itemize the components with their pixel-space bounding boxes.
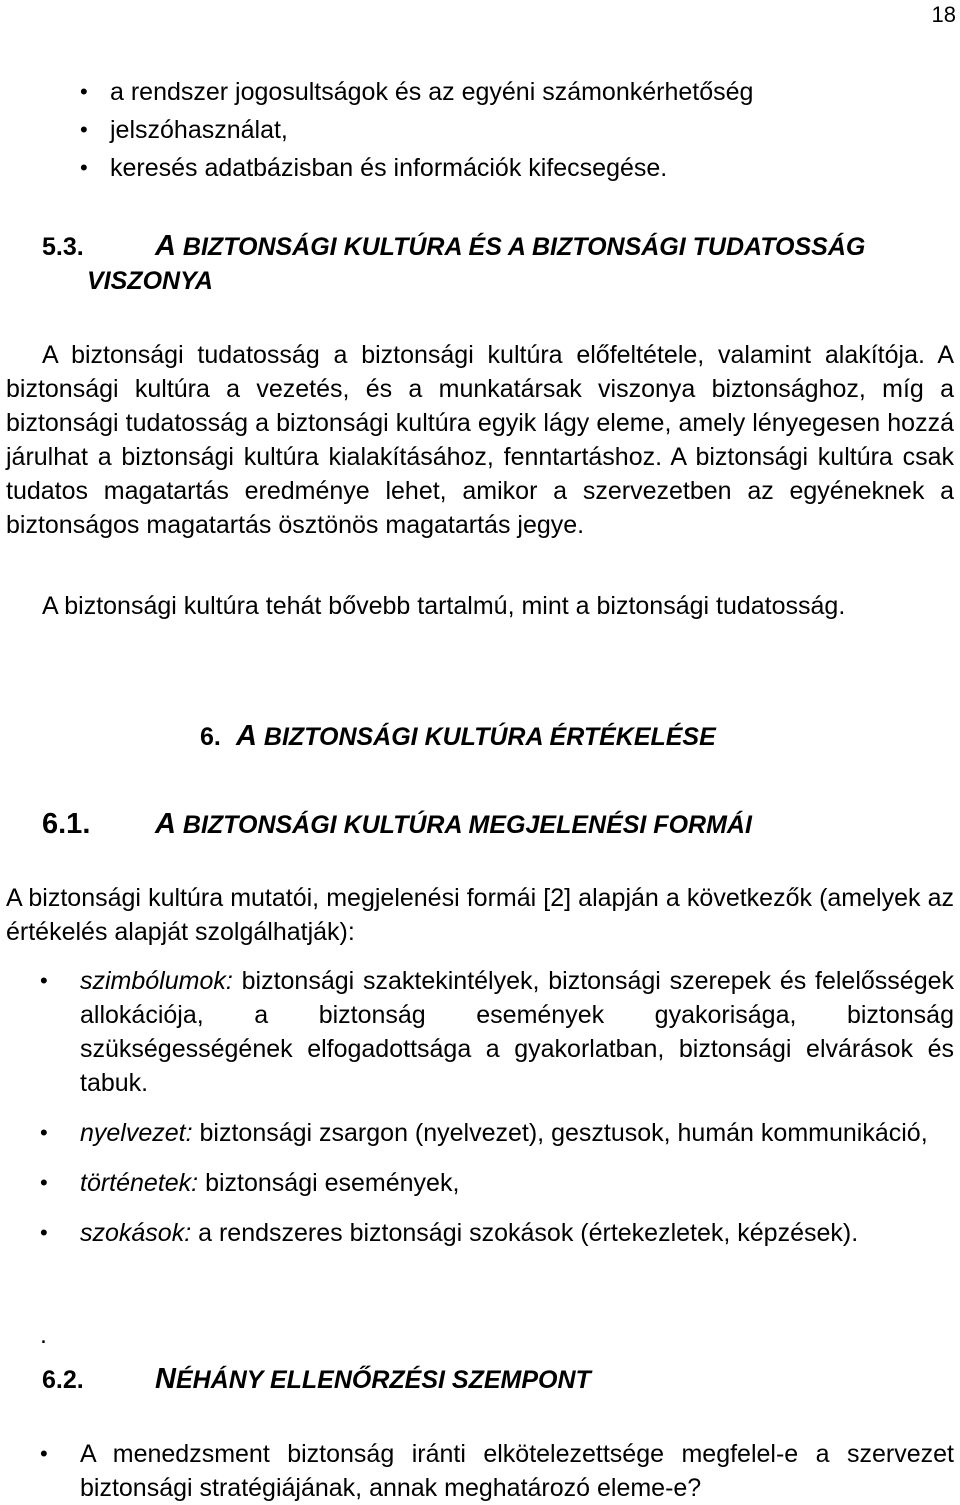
list-item-term: történetek: <box>80 1169 199 1197</box>
section-heading-5-3 <box>42 229 960 298</box>
section-title-line2: VISZONYA <box>87 267 213 295</box>
section-heading-6-2 <box>42 1362 960 1397</box>
section-title-lead: A <box>236 720 257 752</box>
list-item-text: A menedzsment biztonság iránti elkötelezettsége megfelel-e a szervezet biztonsági stratégiájának, annak meghatározó eleme-e? <box>80 1440 954 1502</box>
section-number: 5.3. <box>42 233 84 261</box>
section-title-lead: A <box>155 808 176 840</box>
page-number: 18 <box>931 2 956 27</box>
bullet-icon: • <box>40 1120 48 1145</box>
bullet-icon: • <box>80 79 88 104</box>
list-item <box>0 1166 960 1200</box>
list-item-term: szokások: <box>80 1219 192 1247</box>
list-item <box>0 149 960 187</box>
list-item-text: keresés adatbázisban és információk kifecsegése. <box>110 154 668 182</box>
list-item-term: szimbólumok: <box>80 967 233 995</box>
list-item <box>0 1437 960 1505</box>
list-item-text: jelszóhasználat, <box>110 116 288 144</box>
bullet-icon: • <box>40 968 48 993</box>
paragraph-text: A biztonsági kultúra mutatói, megjelenési formái [2] alapján a következők (amelyek az értékelés alapját szolgálhatják): <box>6 884 954 946</box>
list-item-text: biztonsági zsargon (nyelvezet), gesztusok, humán kommunikáció, <box>192 1119 928 1147</box>
list-item-text: biztonsági szaktekintélyek, biztonsági szerepek és felelősségek allokációja, a biztonság események gyakorisága, biztonság szükségességének elfogadottsága a gyakorlatban, biztonsági elvárások és tabuk. <box>80 967 954 1097</box>
list-item <box>0 111 960 149</box>
list-item-text: a rendszer jogosultságok és az egyéni számonkérhetőség <box>110 78 754 106</box>
list-item-text: biztonsági események, <box>198 1169 460 1197</box>
bullet-icon: • <box>80 117 88 142</box>
bullet-icon: • <box>40 1441 48 1466</box>
section-heading-6 <box>200 719 960 754</box>
section-number: 6. <box>200 723 221 751</box>
section-title: BIZTONSÁGI KULTÚRA ÉS A BIZTONSÁGI TUDATOSSÁG <box>182 233 866 261</box>
list-item <box>0 1216 960 1250</box>
paragraph-1 <box>0 338 960 542</box>
section-title: BIZTONSÁGI KULTÚRA MEGJELENÉSI FORMÁI <box>182 811 752 839</box>
top-bullet-list <box>0 73 960 187</box>
list-item <box>0 1116 960 1150</box>
section-title: BIZTONSÁGI KULTÚRA ÉRTÉKELÉSE <box>263 723 716 751</box>
forms-bullet-list <box>0 964 960 1250</box>
paragraph-3 <box>0 881 960 949</box>
bullet-icon: • <box>80 155 88 180</box>
section-title-lead: A <box>155 230 176 262</box>
section-title: ÉHÁNY ELLENŐRZÉSI SZEMPONT <box>175 1366 591 1394</box>
paragraph-text: A biztonsági tudatosság a biztonsági kultúra előfeltétele, valamint alakítója. A biztonsági kultúra a vezetés, és a munkatársak viszonya biztonsághoz, míg a biztonsági tudatosság a biztonsági kultúra egyik lágy eleme, amely lényegesen hozzá járulhat a biztonsági kultúra kialakításához, fenntartáshoz. A biztonsági kultúra csak tudatos magatartás eredménye lehet, amikor a szervezetben az egyéneknek a biztonságos magatartás ösztönös magatartás jegye. <box>6 341 954 539</box>
stray-dot: . <box>40 1321 47 1349</box>
section-number: 6.1. <box>42 808 91 840</box>
bullet-icon: • <box>40 1220 48 1245</box>
list-item-term: nyelvezet: <box>80 1119 193 1147</box>
section-heading-6-1 <box>42 807 960 842</box>
section-number: 6.2. <box>42 1366 84 1394</box>
check-bullet-list <box>0 1437 960 1505</box>
bullet-icon: • <box>40 1170 48 1195</box>
list-item-text: a rendszeres biztonsági szokások (értekezletek, képzések). <box>191 1219 859 1247</box>
list-item <box>0 964 960 1100</box>
paragraph-text: A biztonsági kultúra tehát bővebb tartalmú, mint a biztonsági tudatosság. <box>42 592 846 620</box>
paragraph-2 <box>0 589 960 623</box>
section-title-lead: N <box>155 1363 176 1395</box>
list-item <box>0 73 960 111</box>
